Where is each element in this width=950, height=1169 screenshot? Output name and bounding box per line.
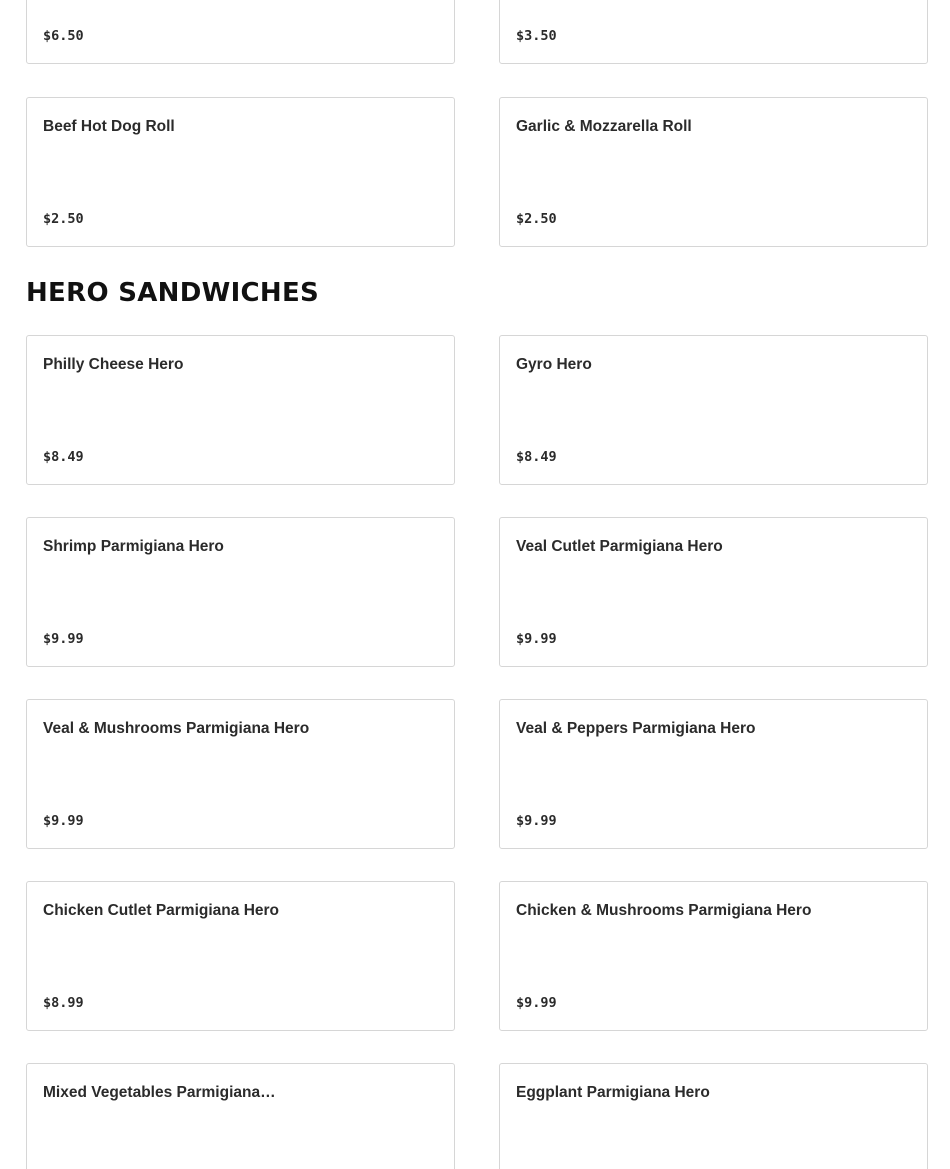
menu-item-name: Veal Cutlet Parmigiana Hero <box>516 538 723 555</box>
menu-item-card[interactable] <box>26 0 455 64</box>
menu-item-price: $6.50 <box>43 28 84 44</box>
menu-item-name: Chicken & Mushrooms Parmigiana Hero <box>516 902 812 919</box>
menu-item-card-chicken-mushrooms-parmigiana-hero[interactable] <box>499 881 928 1031</box>
menu-item-name: Chicken Cutlet Parmigiana Hero <box>43 902 280 919</box>
menu-item-price: $9.99 <box>516 995 557 1011</box>
menu-item-card-gyro-hero[interactable] <box>499 335 928 485</box>
menu-item-name: Veal & Mushrooms Parmigiana Hero <box>43 720 310 737</box>
menu-item-name: Beef Hot Dog Roll <box>43 118 175 135</box>
section-title-hero-sandwiches: HERO SANDWICHES <box>26 278 320 308</box>
menu-item-card-mixed-vegetables-parmigiana[interactable] <box>26 1063 455 1169</box>
menu-item-card-veal-peppers-parmigiana-hero[interactable] <box>499 699 928 849</box>
menu-item-name: Mixed Vegetables Parmigiana… <box>43 1084 276 1101</box>
menu-item-price: $9.99 <box>516 813 557 829</box>
menu-item-card-garlic-mozzarella-roll[interactable] <box>499 97 928 247</box>
menu-item-price: $9.99 <box>43 813 84 829</box>
menu-item-price: $8.49 <box>516 449 557 465</box>
menu-item-name: Shrimp Parmigiana Hero <box>43 538 224 555</box>
menu-item-card-chicken-cutlet-parmigiana-hero[interactable] <box>26 881 455 1031</box>
menu-item-name: Philly Cheese Hero <box>43 356 184 373</box>
menu-item-card[interactable] <box>499 0 928 64</box>
menu-item-price: $9.99 <box>516 631 557 647</box>
menu-item-card-philly-cheese-hero[interactable] <box>26 335 455 485</box>
menu-item-card-veal-cutlet-parmigiana-hero[interactable] <box>499 517 928 667</box>
menu-item-price: $3.50 <box>516 28 557 44</box>
menu-item-price: $2.50 <box>43 211 84 227</box>
menu-item-name: Garlic & Mozzarella Roll <box>516 118 692 135</box>
menu-item-name: Veal & Peppers Parmigiana Hero <box>516 720 756 737</box>
menu-item-price: $2.50 <box>516 211 557 227</box>
menu-item-card-beef-hot-dog-roll[interactable] <box>26 97 455 247</box>
menu-item-price: $8.99 <box>43 995 84 1011</box>
menu-item-name: Gyro Hero <box>516 356 592 373</box>
menu-item-name: Eggplant Parmigiana Hero <box>516 1084 710 1101</box>
menu-item-card-veal-mushrooms-parmigiana-hero[interactable] <box>26 699 455 849</box>
menu-item-price: $9.99 <box>43 631 84 647</box>
menu-item-card-eggplant-parmigiana-hero[interactable] <box>499 1063 928 1169</box>
menu-item-price: $8.49 <box>43 449 84 465</box>
menu-item-card-shrimp-parmigiana-hero[interactable] <box>26 517 455 667</box>
